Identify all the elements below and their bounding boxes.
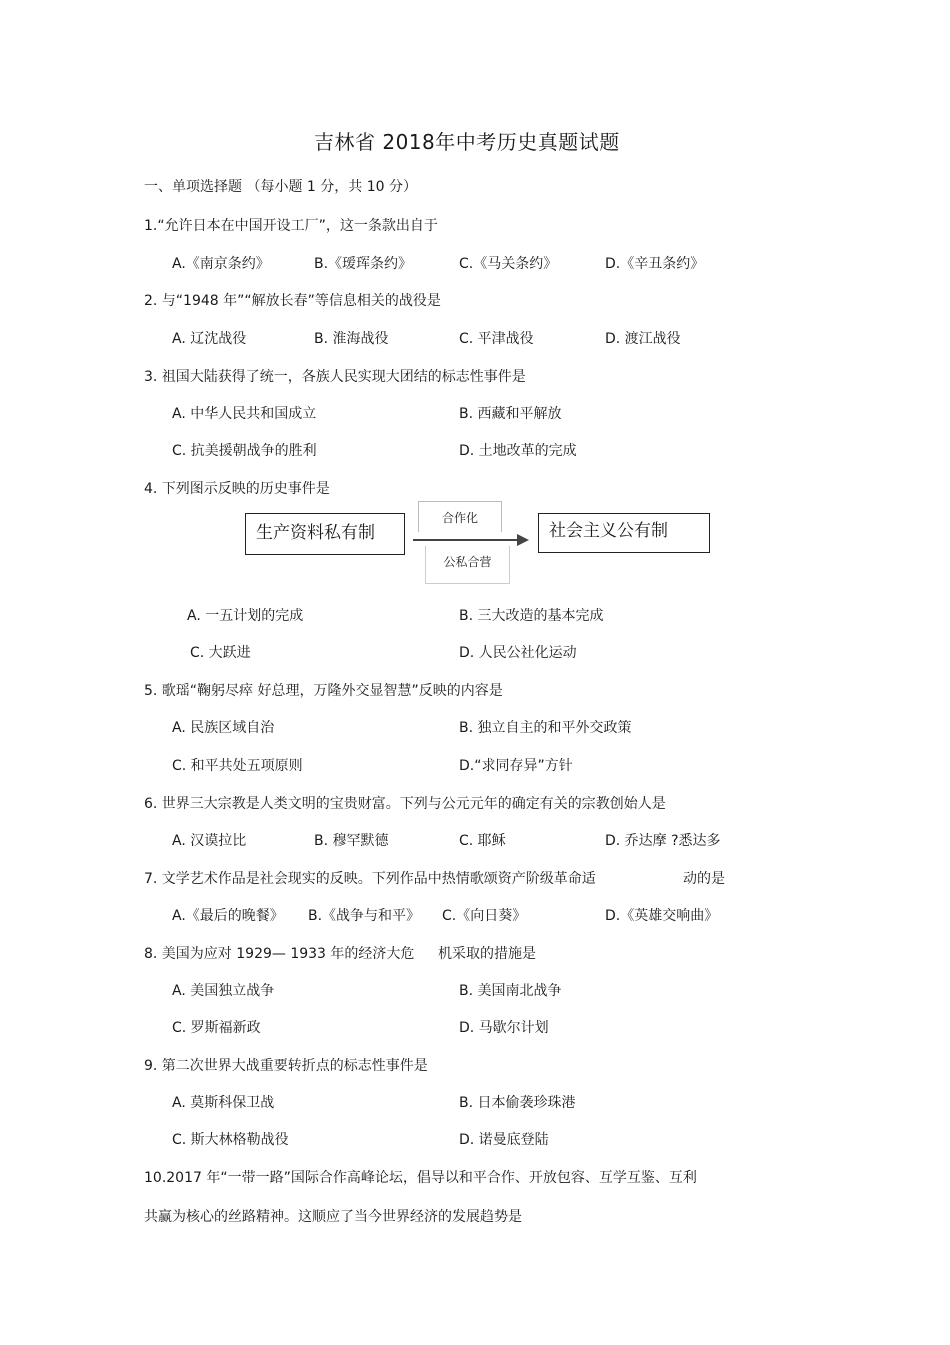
question-6-option-c: C. 耶稣 (459, 833, 506, 849)
question-8-option-a: A. 美国独立战争 (172, 983, 275, 999)
question-1-option-b: B.《瑷珲条约》 (314, 256, 413, 272)
question-9-option-c: C. 斯大林格勒战役 (172, 1132, 289, 1148)
section-heading: 一、单项选择题 （每小题 1 分，共 10 分） (144, 179, 417, 195)
question-2-option-d: D. 渡江战役 (605, 331, 681, 347)
question-2-option-c: C. 平津战役 (459, 331, 534, 347)
question-7-stem: 7. 文学艺术作品是社会现实的反映。下列作品中热情歌颂资产阶级革命适 (144, 871, 596, 887)
question-7-option-d: D.《英雄交响曲》 (605, 908, 719, 924)
question-9-stem: 9. 第二次世界大战重要转折点的标志性事件是 (144, 1058, 428, 1074)
question-3-stem: 3. 祖国大陆获得了统一，各族人民实现大团结的标志性事件是 (144, 369, 526, 385)
page-title: 吉林省 2018年中考历史真题试题 (314, 130, 620, 154)
question-8-stem: 8. 美国为应对 1929— 1933 年的经济大危 (144, 946, 415, 962)
question-10-line-2: 共赢为核心的丝路精神。这顺应了当今世界经济的发展趋势是 (144, 1209, 522, 1225)
diagram-bottom-label: 公私合营 (425, 546, 510, 584)
question-9-option-d: D. 诺曼底登陆 (459, 1132, 549, 1148)
question-8-stem-end: 机采取的措施是 (438, 946, 536, 962)
arrow-right-icon (405, 533, 530, 547)
question-3-option-d: D. 土地改革的完成 (459, 443, 577, 459)
question-4-option-d: D. 人民公社化运动 (459, 645, 577, 661)
diagram-right-box: 社会主义公有制 (538, 513, 710, 553)
question-8-option-b: B. 美国南北战争 (459, 983, 562, 999)
diagram-left-box: 生产资料私有制 (245, 513, 405, 555)
question-3-option-b: B. 西藏和平解放 (459, 406, 562, 422)
question-6-option-b: B. 穆罕默德 (314, 833, 389, 849)
question-4-stem: 4. 下列图示反映的历史事件是 (144, 481, 330, 497)
question-7-option-a: A.《最后的晚餐》 (172, 908, 284, 924)
question-4-option-b: B. 三大改造的基本完成 (459, 608, 604, 624)
question-10-line-1: 10.2017 年“一带一路”国际合作高峰论坛，倡导以和平合作、开放包容、互学互鉴、互利 (144, 1170, 697, 1186)
question-5-option-c: C. 和平共处五项原则 (172, 758, 303, 774)
question-9-option-a: A. 莫斯科保卫战 (172, 1095, 275, 1111)
question-3-option-a: A. 中华人民共和国成立 (172, 406, 317, 422)
question-5-option-a: A. 民族区域自治 (172, 720, 275, 736)
question-2-option-a: A. 辽沈战役 (172, 331, 247, 347)
question-7-stem-end: 动的是 (683, 871, 725, 887)
question-1-option-a: A.《南京条约》 (172, 256, 270, 272)
question-8-option-c: C. 罗斯福新政 (172, 1020, 261, 1036)
question-2-stem: 2. 与“1948 年”“解放长春”等信息相关的战役是 (144, 293, 441, 309)
question-5-option-b: B. 独立自主的和平外交政策 (459, 720, 632, 736)
question-4-option-c: C. 大跃进 (190, 645, 251, 661)
question-4-option-a: A. 一五计划的完成 (187, 608, 304, 624)
question-5-stem: 5. 歌瑶“鞠躬尽瘁 好总理，万隆外交显智慧”反映的内容是 (144, 683, 503, 699)
question-7-option-c: C.《向日葵》 (442, 908, 527, 924)
question-6-stem: 6. 世界三大宗教是人类文明的宝贵财富。下列与公元元年的确定有关的宗教创始人是 (144, 796, 666, 812)
diagram-top-label: 合作化 (418, 501, 502, 532)
question-7-option-b: B.《战争与和平》 (308, 908, 421, 924)
question-1-option-d: D.《辛丑条约》 (605, 256, 705, 272)
question-5-option-d: D.“求同存异”方针 (459, 758, 573, 774)
question-1-option-c: C.《马关条约》 (459, 256, 558, 272)
question-6-option-d: D. 乔达摩 ?悉达多 (605, 833, 721, 849)
question-9-option-b: B. 日本偷袭珍珠港 (459, 1095, 576, 1111)
question-2-option-b: B. 淮海战役 (314, 331, 389, 347)
question-3-option-c: C. 抗美援朝战争的胜利 (172, 443, 317, 459)
question-8-option-d: D. 马歇尔计划 (459, 1020, 549, 1036)
question-6-option-a: A. 汉谟拉比 (172, 833, 247, 849)
question-1-stem: 1.“允许日本在中国开设工厂”，这一条款出自于 (144, 218, 438, 234)
